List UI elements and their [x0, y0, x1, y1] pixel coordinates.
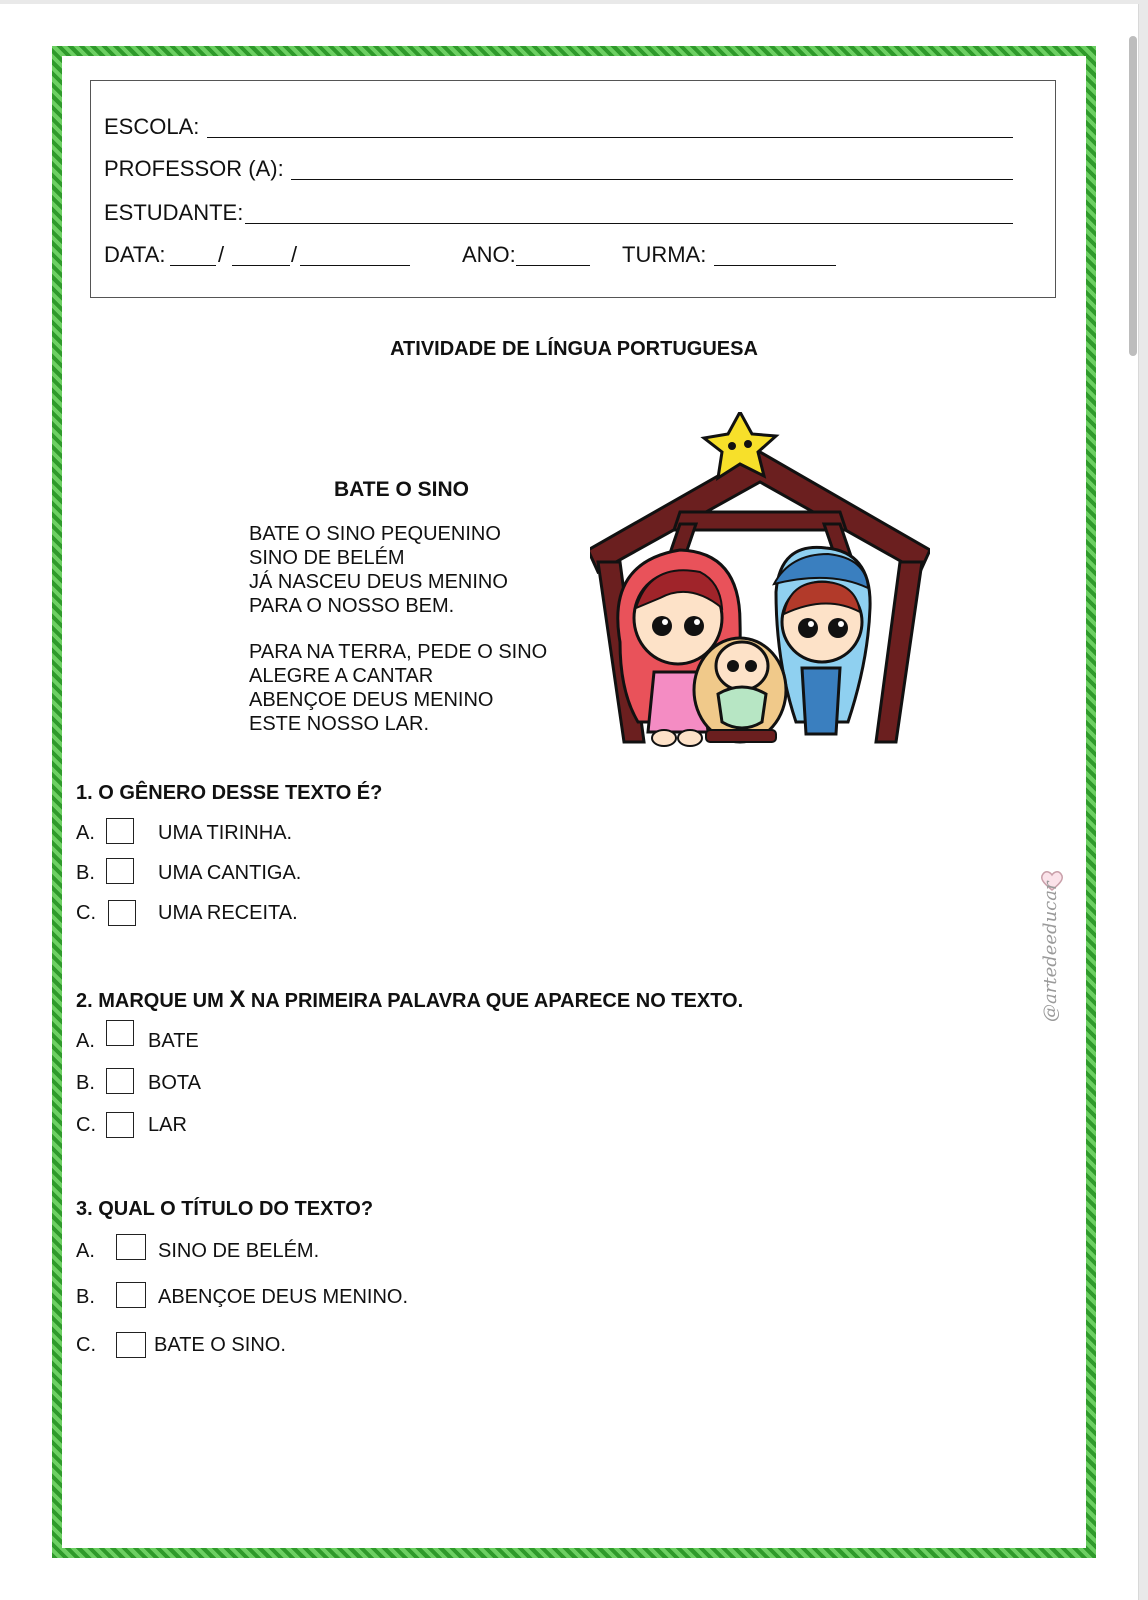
question-1: 1. O GÊNERO DESSE TEXTO É?	[76, 782, 383, 804]
question-2-text-start: 2. MARQUE UM	[76, 990, 230, 1012]
poem-stanza-2	[249, 640, 547, 736]
watermark-text: @artedeeducar	[1040, 881, 1061, 1022]
data-month-blank[interactable]	[232, 265, 290, 266]
option-text: BATE	[148, 1030, 199, 1052]
option-text: LAR	[148, 1114, 187, 1136]
option-letter: A.	[76, 1240, 95, 1262]
poem-stanza-1	[249, 522, 508, 618]
option-text: ABENÇOE DEUS MENINO.	[158, 1286, 409, 1308]
question-3: 3. QUAL O TÍTULO DO TEXTO?	[76, 1198, 374, 1220]
nativity-illustration	[590, 412, 930, 760]
verse-line: PARA NA TERRA, PEDE O SINO	[249, 641, 548, 663]
data-separator: /	[218, 242, 225, 267]
estudante-blank[interactable]	[245, 223, 1013, 224]
verse-line: JÁ NASCEU DEUS MENINO	[249, 571, 508, 593]
option-letter: B.	[76, 1072, 95, 1094]
option-letter: C.	[76, 902, 96, 924]
verse-line: ESTE NOSSO LAR.	[249, 713, 430, 735]
verse-line: ALEGRE A CANTAR	[249, 665, 434, 687]
answer-checkbox[interactable]	[108, 900, 136, 926]
answer-checkbox[interactable]	[106, 1020, 134, 1046]
professor-blank[interactable]	[291, 179, 1013, 180]
answer-checkbox[interactable]	[106, 1068, 134, 1094]
answer-checkbox[interactable]	[106, 818, 134, 844]
question-2-text-end: NA PRIMEIRA PALAVRA QUE APARECE NO TEXTO.	[245, 990, 744, 1012]
option-text: UMA RECEITA.	[158, 902, 298, 924]
escola-blank[interactable]	[207, 137, 1013, 138]
option-text: UMA CANTIGA.	[158, 862, 302, 884]
option-letter: C.	[76, 1114, 96, 1136]
answer-checkbox[interactable]	[116, 1234, 146, 1260]
option-text: BATE O SINO.	[154, 1334, 286, 1356]
data-label: DATA:	[104, 242, 166, 267]
escola-label: ESCOLA:	[104, 114, 200, 139]
option-text: SINO DE BELÉM.	[158, 1240, 320, 1262]
answer-checkbox[interactable]	[116, 1282, 146, 1308]
poem-title: BATE O SINO	[334, 478, 469, 501]
option-letter: B.	[76, 862, 95, 884]
option-letter: C.	[76, 1334, 96, 1356]
option-letter: A.	[76, 822, 95, 844]
verse-line: SINO DE BELÉM	[249, 547, 405, 569]
page-title: ATIVIDADE DE LÍNGUA PORTUGUESA	[390, 338, 758, 360]
turma-label: TURMA:	[622, 242, 707, 267]
answer-checkbox[interactable]	[116, 1332, 146, 1358]
turma-blank[interactable]	[714, 265, 836, 266]
option-letter: A.	[76, 1030, 95, 1052]
vertical-scrollbar[interactable]	[1129, 36, 1137, 356]
question-2-x-mark: X	[229, 986, 246, 1013]
verse-line: BATE O SINO PEQUENINO	[249, 523, 501, 545]
data-day-blank[interactable]	[170, 265, 216, 266]
option-text: BOTA	[148, 1072, 201, 1094]
question-2	[76, 986, 743, 1014]
data-year-blank[interactable]	[300, 265, 410, 266]
answer-checkbox[interactable]	[106, 858, 134, 884]
option-text: UMA TIRINHA.	[158, 822, 293, 844]
option-letter: B.	[76, 1286, 95, 1308]
verse-line: PARA O NOSSO BEM.	[249, 595, 455, 617]
ano-label: ANO:	[462, 242, 516, 267]
professor-label: PROFESSOR (A):	[104, 156, 284, 181]
data-separator: /	[291, 242, 298, 267]
baby-jesus-icon	[694, 638, 786, 742]
verse-line: ABENÇOE DEUS MENINO	[249, 689, 494, 711]
ano-blank[interactable]	[516, 265, 590, 266]
answer-checkbox[interactable]	[106, 1112, 134, 1138]
joseph-figure-icon	[774, 547, 870, 734]
estudante-label: ESTUDANTE:	[104, 200, 244, 225]
